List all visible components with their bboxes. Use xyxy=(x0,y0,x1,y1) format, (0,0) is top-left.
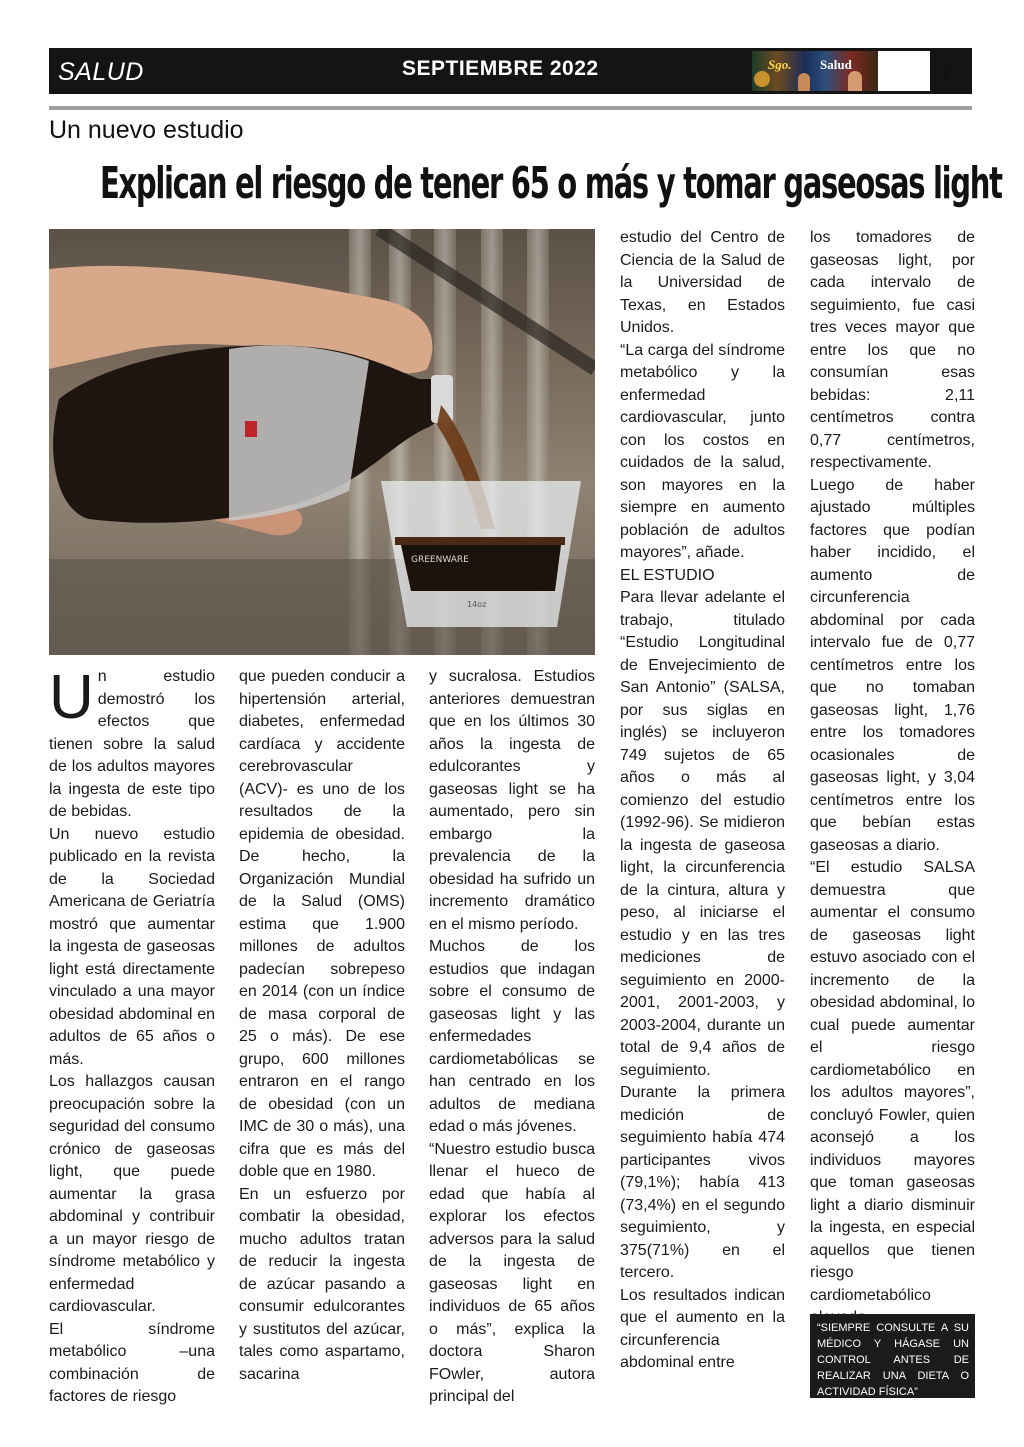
paragraph: Un nuevo estudio publicado en la revista de la Sociedad Americana de Geriatría mostró que aumentar la ingesta de gaseosas light está directamente vinculado a una mayor obesidad abdominal en adultos de 65 años o más. xyxy=(49,825,215,1068)
article-column-2 xyxy=(239,666,405,1386)
paragraph: “El estudio SALSA demuestra que aumentar el consumo de gaseosas light estuvo asociado con el incremento de la obesidad abdominal, lo cual puede aumentar el riesgo cardiometabólico en los adultos mayores”, concluyó Fowler, quien aconsejó a los individuos mayores que toman gaseosas light a diario disminuir la ingesta, en especial aquellos que tienen riesgo cardiometabólico xyxy=(810,859,975,1304)
drop-cap: U xyxy=(49,663,94,732)
paragraph: y sucralosa. Estudios anteriores demuestran que en los últimos 30 años la ingesta de edulcorantes y gaseosas light se ha aumentado, pero sin embargo la prevalencia de la obesidad ha sufrido un incremento dramático en el mismo período. xyxy=(429,668,595,933)
paragraph: Luego de haber ajustado múltiples factores que podían haber incidido, el aumento de circunferencia abdominal por cada intervalo fue de 0,77 centímetros entre los que no tomaban gaseosas light, 1,76 entre los tomadores ocasionales de gaseosas light, y 3,04 centímetros entre los que bebían estas gaseosas a diario. xyxy=(810,476,975,854)
paragraph: Durante la primera medición de seguimiento había 474 participantes vivos (79,1%); había 413 (73,4%) en el segundo seguimiento, y 375(71%) en el tercero. xyxy=(620,1084,785,1281)
cup-mark-text: 14oz xyxy=(467,600,487,609)
publication-logo xyxy=(752,51,878,91)
article-kicker: Un nuevo estudio xyxy=(49,116,244,144)
paragraph: Los hallazgos causan preocupación sobre la seguridad del consumo crónico de gaseosas light, que puede aumentar la grasa abdominal y contribuir a un mayor riesgo de síndrome metabólico y enfermedad cardiovascular. xyxy=(49,1073,215,1315)
paragraph: Para llevar adelante el trabajo, titulado “Estudio Longitudinal de Envejecimiento de San Antonio” (SALSA, por sus siglas en inglés) se incluyeron 749 sujetos de 65 años o más al comienzo del estudio (1992-96). Se midieron la ingesta de gaseosa light, la circunferencia de la cintura, altura y peso, al iniciarse el estudio y en las tres mediciones de seguimiento en 2000-2001, 2001-2003, y 2003-2004, durante un total de 9,4 años de seguimiento. xyxy=(620,589,785,1079)
logo-figure-shape xyxy=(848,71,862,91)
paragraph: estudio del Centro de Ciencia de la Salud de la Universidad de Texas, en Estados Unidos. xyxy=(620,229,785,336)
page-number: 7 xyxy=(938,57,954,88)
paragraph: los tomadores de gaseosas light, por cada intervalo de seguimiento, fue casi tres veces mayor que entre los que no consumían esas bebidas: 2,11 centímetros contra 0,77 centímetros, respectivamente. xyxy=(810,229,975,471)
article-headline: Explican el riesgo de tener 65 o más y tomar gaseosas light xyxy=(100,158,1002,209)
article-column-5 xyxy=(810,227,975,1330)
article-column-3 xyxy=(429,666,595,1409)
article-column-1 xyxy=(49,663,215,1409)
paragraph: Los resultados indican que el aumento en la circunferencia abdominal entre xyxy=(620,1286,785,1371)
paragraph: En un esfuerzo por combatir la obesidad, mucho adultos tratan de reducir la ingesta de azúcar pasando a consumir edulcorantes y sustitutos del azúcar, tales como aspartamo, sacarina xyxy=(239,1185,405,1383)
cup-print-text: GREENWARE xyxy=(411,555,469,565)
paragraph: El síndrome metabólico –una combinación de factores de riesgo xyxy=(49,1320,215,1405)
paragraph: Muchos de los estudios que indagan sobre el consumo de gaseosas light y las enfermedades cardiometabólicas se han centrado en los adultos de mediana edad o más jóvenes. xyxy=(429,938,595,1135)
subheading: EL ESTUDIO xyxy=(620,566,715,584)
article-column-4 xyxy=(620,227,785,1375)
issue-date: SEPTIEMBRE 2022 xyxy=(402,57,599,80)
paragraph: que pueden conducir a hipertensión arterial, diabetes, enfermedad cardíaca y accidente cerebrovascular (ACV)- es uno de los resultados de la epidemia de obesidad. De hecho, la Organización Mundial de la Salud (OMS) estima que 1.900 millones de adultos padecían sobrepeso en 2014 (con un índice de masa corporal de 25 o más). De ese grupo, 600 millones entraron en el rango de obesidad (con un IMC de 30 o más), una cifra que es más del doble que en 1980. xyxy=(239,668,405,1180)
paragraph: “Nuestro estudio busca llenar el hueco de edad que había al explorar los efectos adversos para la salud de la ingesta de gaseosas light en individuos de 65 años o más”, explica la doctora Sharon FOwler, autora principal del xyxy=(429,1140,595,1405)
logo-text-right: Salud xyxy=(820,57,852,72)
paragraph: Un estudio demostró los efectos que tienen sobre la salud de los adultos mayores la ingesta de este tipo de bebidas. xyxy=(49,663,215,820)
logo-text-left: Sgo. xyxy=(768,57,792,72)
header-white-gap xyxy=(878,51,930,91)
article-photo xyxy=(49,229,595,655)
section-name: SALUD xyxy=(58,58,144,86)
logo-figure-shape xyxy=(798,73,810,91)
header-rule xyxy=(49,106,972,110)
photo-illustration xyxy=(49,229,595,655)
paragraph: “La carga del síndrome metabólico y la enfermedad cardiovascular, junto con los costos en cuidados de la salud, son mayores en la siempre en aumento población de adultos mayores”, añade. xyxy=(620,341,785,561)
tip-box: “SIEMPRE CONSULTE A SU MÉDICO Y HÁGASE UN CONTROL ANTES DE REALIZAR UNA DIETA O ACTIVIDAD FÍSICA” xyxy=(810,1314,975,1398)
logo-sun-shape xyxy=(754,71,770,87)
